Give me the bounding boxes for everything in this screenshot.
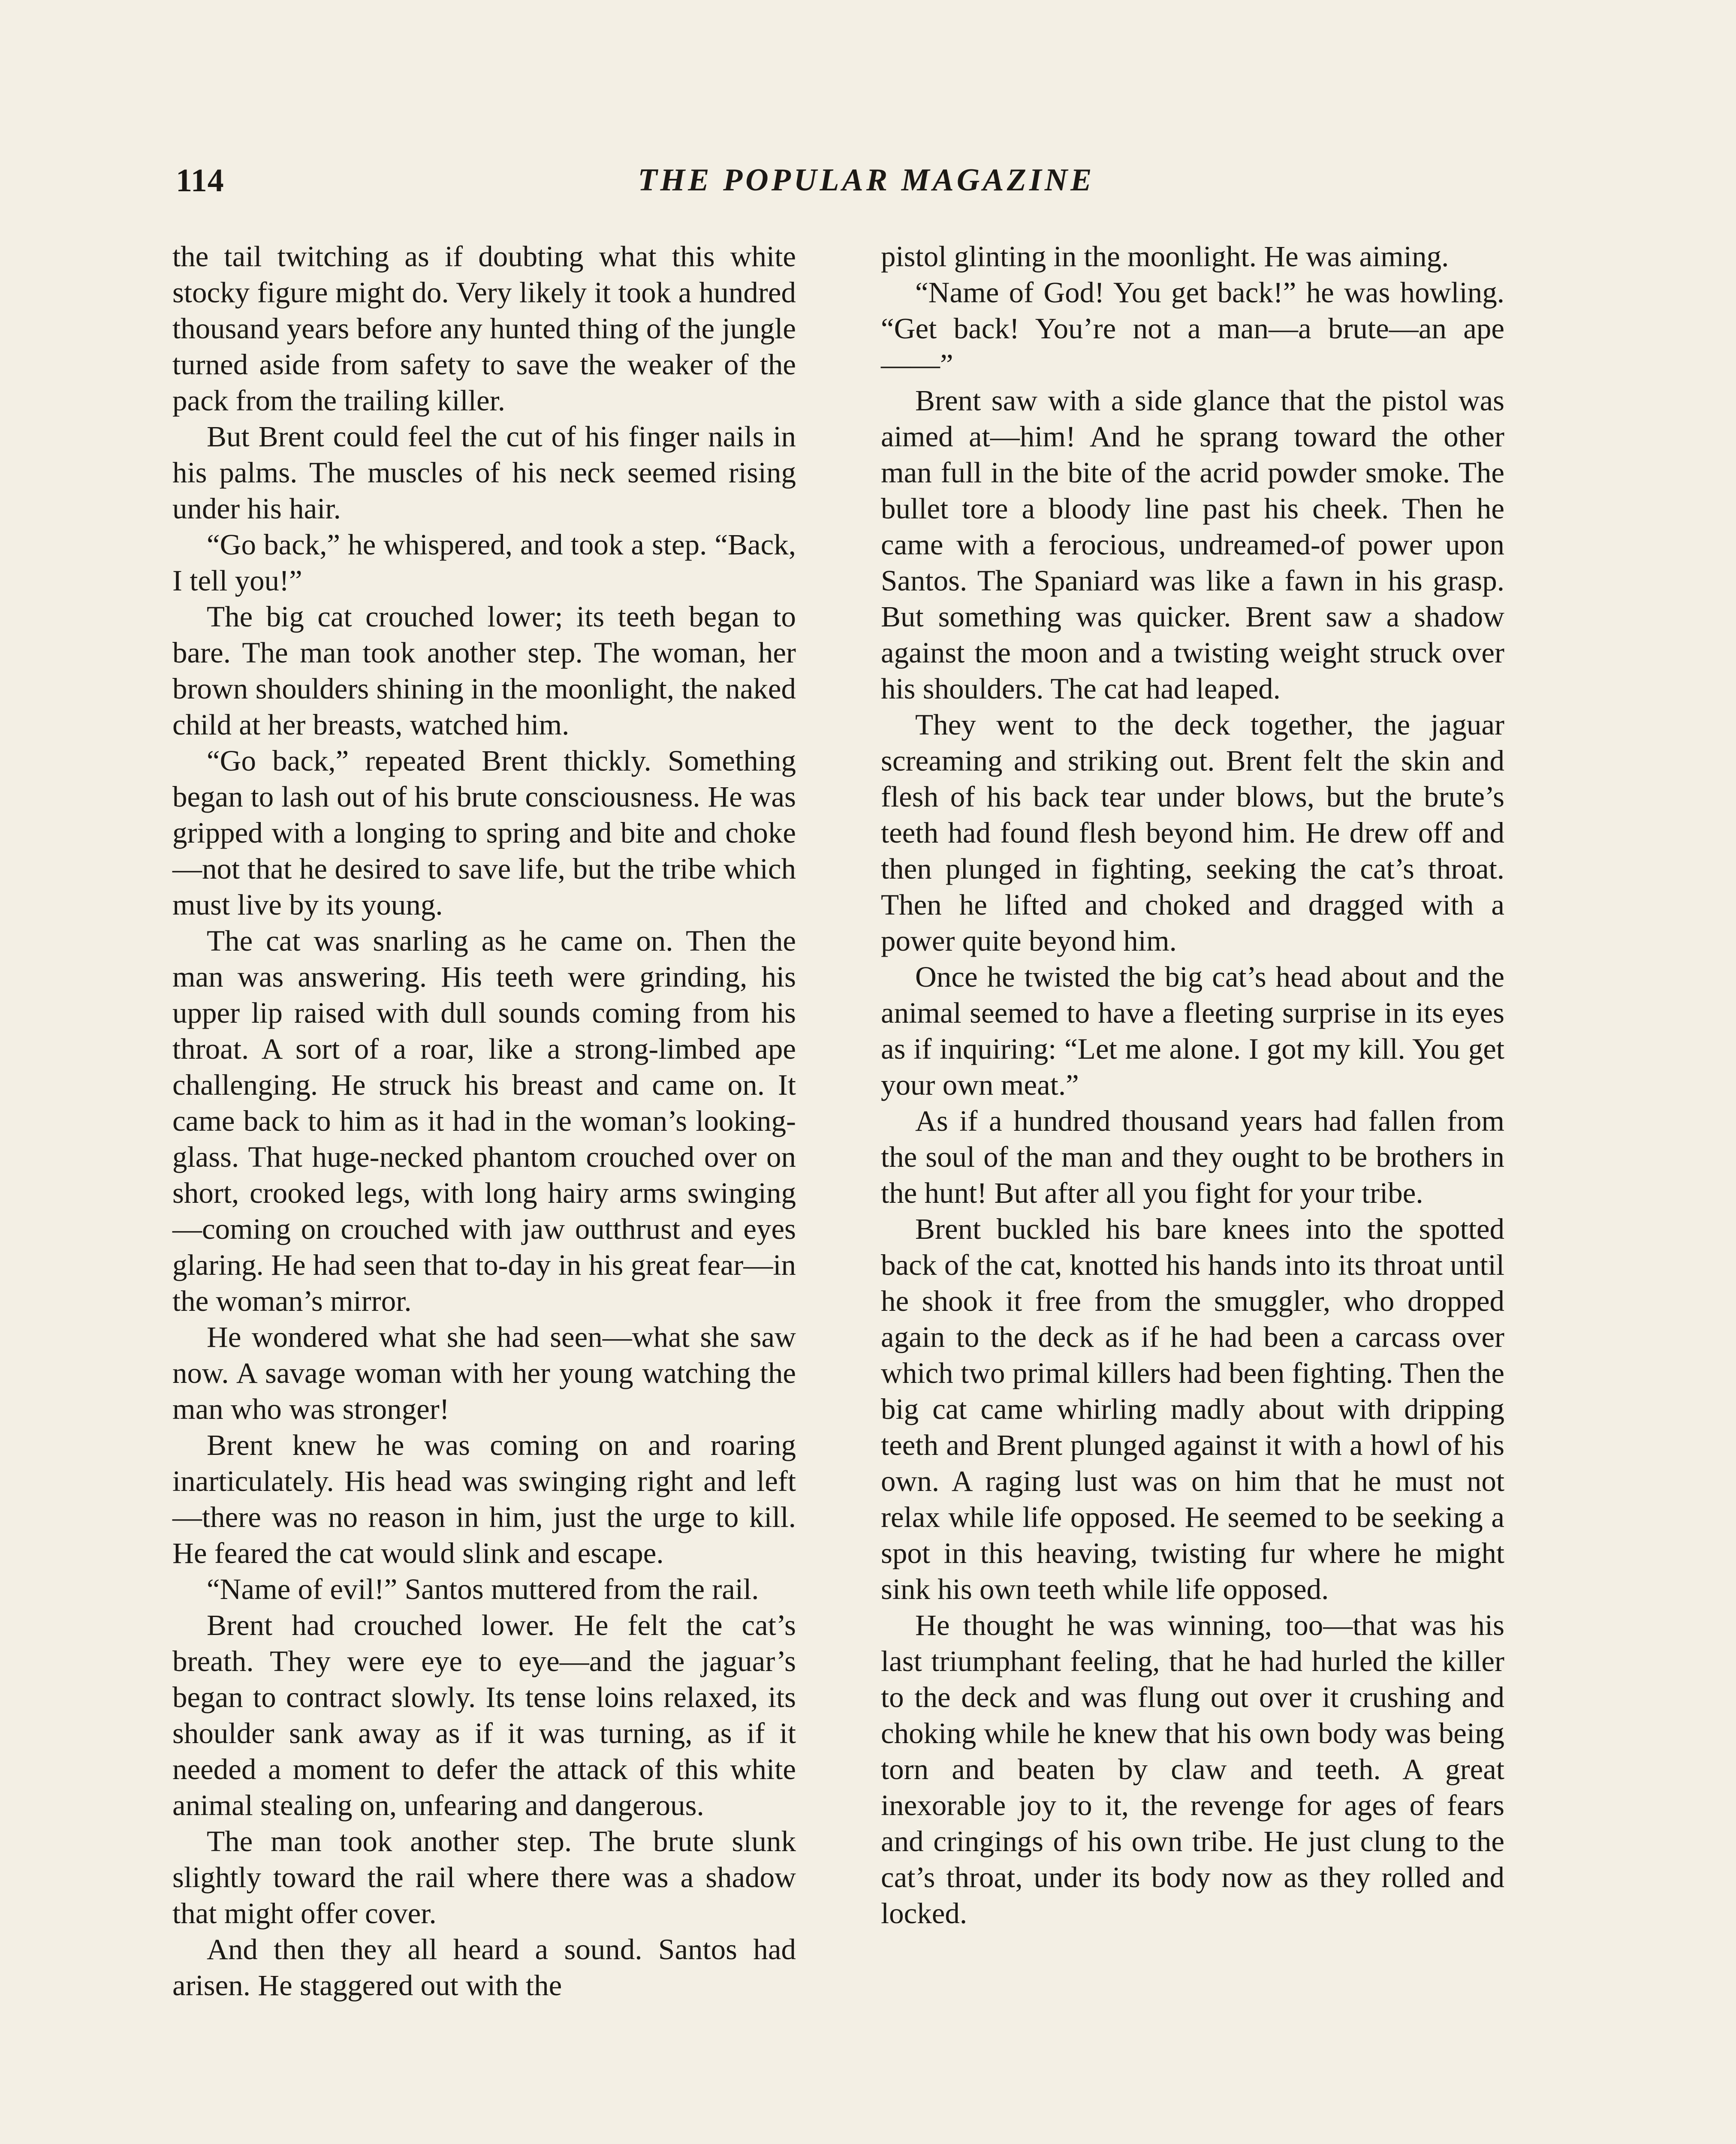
paragraph: The big cat crouched lower; its teeth began to bare. The man took another step. The woman, her brown shoulders shining in the moonlight, the naked child at her breasts, watched him. (172, 600, 796, 741)
paragraph: Brent buckled his bare knees into the spotted back of the cat, knotted his hands into its throat until he shook it free from the smuggler, who dropped again to the deck as if he had been a carcass over which two primal killers had been fighting. Then the big cat came whirling madly about with dripping teeth and Brent plunged against it with a howl of his own. A raging lust was on him that he must not relax while life opposed. He seemed to be seeking a spot in this heaving, twisting fur where he might sink his own teeth while life opposed. (881, 1213, 1504, 1605)
paragraph: the tail twitching as if doubting what this white stocky figure might do. Very likely it took a hundred thousand years before any hunted thing of the jungle turned aside from safety to save the weaker of the pack from the trailing killer. (172, 240, 796, 417)
paragraph: And then they all heard a sound. Santos had arisen. He staggered out with the (172, 1933, 796, 2002)
magazine-title: THE POPULAR MAGAZINE (638, 163, 1095, 198)
paragraph: “Name of God! You get back!” he was howling. “Get back! You’re not a man—a brute—an ape——” (881, 276, 1504, 381)
paragraph: The cat was snarling as he came on. Then the man was answering. His teeth were grinding, his upper lip raised with dull sounds coming from his throat. A sort of a roar, like a strong-limbed ape challenging. He struck his breast and came on. It came back to him as it had in the woman’s looking-glass. That huge-necked phantom crouched over on short, crooked legs, with long hairy arms swinging—coming on crouched with jaw outthrust and eyes glaring. He had seen that to-day in his great fear—in the woman’s mirror. (172, 924, 796, 1317)
paragraph: Once he twisted the big cat’s head about and the animal seemed to have a fleeting surprise in its eyes as if inquiring: “Let me alone. I got my kill. You get your own meat.” (881, 961, 1504, 1101)
paragraph: Brent saw with a side glance that the pistol was aimed at—him! And he sprang toward the other man full in the bite of the acrid powder smoke. The bullet tore a bloody line past his cheek. Then he came with a ferocious, undreamed-of power upon Santos. The Spaniard was like a fawn in his grasp. But something was quicker. Brent saw a shadow against the moon and a twisting weight struck over his shoulders. The cat had leaped. (881, 384, 1504, 705)
paragraph: He wondered what she had seen—what she saw now. A savage woman with her young watching the man who was stronger! (172, 1321, 796, 1425)
left-column (172, 238, 796, 2003)
paragraph: But Brent could feel the cut of his finger nails in his palms. The muscles of his neck seemed rising under his hair. (172, 420, 796, 525)
right-column (881, 238, 1504, 1931)
paragraph: He thought he was winning, too—that was his last triumphant feeling, that he had hurled the killer to the deck and was flung out over it crushing and choking while he knew that his own body was being torn and beaten by claw and teeth. A great inexorable joy to it, the revenge for ages of fears and cringings of his own tribe. He just clung to the cat’s throat, under its body now as they rolled and locked. (881, 1609, 1504, 1930)
paragraph: The man took another step. The brute slunk slightly toward the rail where there was a shadow that might offer cover. (172, 1825, 796, 1930)
paragraph: “Name of evil!” Santos muttered from the rail. (207, 1573, 759, 1605)
paragraph: “Go back,” repeated Brent thickly. Something began to lash out of his brute consciousness. He was gripped with a longing to spring and bite and choke—not that he desired to save life, but the tribe which must live by its young. (172, 744, 796, 921)
paragraph: Brent had crouched lower. He felt the cat’s breath. They were eye to eye—and the jaguar’s began to contract slowly. Its tense loins relaxed, its shoulder sank away as if it was turning, as if it needed a moment to defer the attack of this white animal stealing on, unfearing and dangerous. (172, 1609, 796, 1822)
paragraph: They went to the deck together, the jaguar screaming and striking out. Brent felt the skin and flesh of his back tear under blows, but the brute’s teeth had found flesh beyond him. He drew off and then plunged in fighting, seeking the cat’s throat. Then he lifted and choked and dragged with a power quite beyond him. (881, 708, 1504, 957)
page-number: 114 (176, 163, 224, 199)
paragraph: Brent knew he was coming on and roaring inarticulately. His head was swinging right and left—there was no reason in him, just the urge to kill. He feared the cat would slink and escape. (172, 1429, 796, 1569)
paragraph: As if a hundred thousand years had fallen from the soul of the man and they ought to be brothers in the hunt! But after all you fight for your tribe. (881, 1105, 1504, 1209)
page-header (176, 162, 1557, 209)
paragraph: pistol glinting in the moonlight. He was aiming. (881, 240, 1449, 273)
paragraph: “Go back,” he whispered, and took a step. “Back, I tell you!” (172, 528, 796, 597)
